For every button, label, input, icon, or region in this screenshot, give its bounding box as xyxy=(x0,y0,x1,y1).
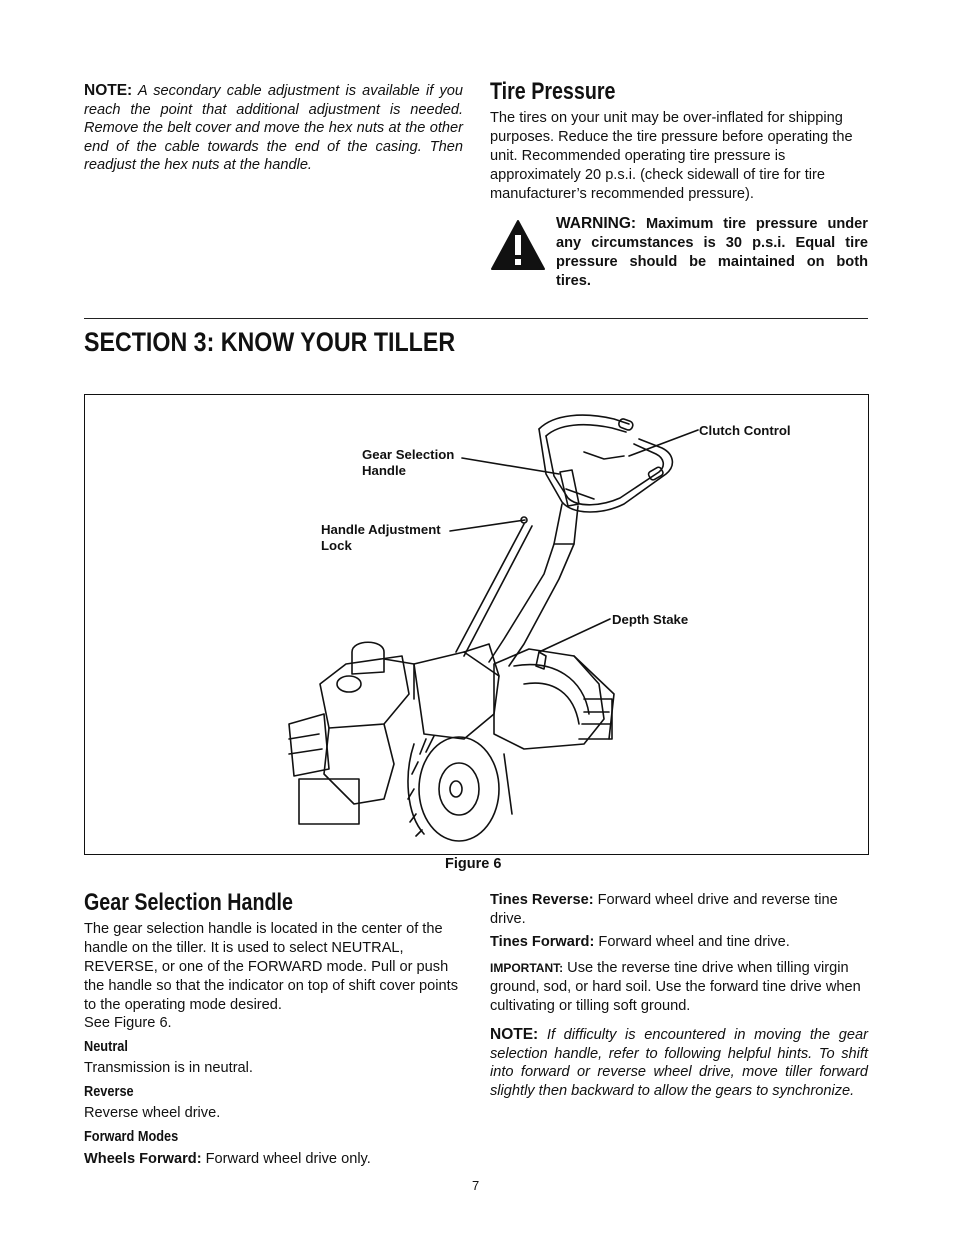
label-handle-adjustment-line2: Lock xyxy=(321,538,352,553)
label-clutch-control: Clutch Control xyxy=(699,423,791,438)
tines-forward-label: Tines Forward: xyxy=(490,934,595,950)
reverse-text: Reverse wheel drive. xyxy=(84,1105,221,1121)
section-divider xyxy=(84,318,868,319)
tines-reverse-label: Tines Reverse: xyxy=(490,892,594,908)
warning-label: WARNING: xyxy=(556,215,637,232)
tines-reverse xyxy=(490,891,868,929)
figure-caption: Figure 6 xyxy=(445,856,502,872)
neutral-text: Transmission is in neutral. xyxy=(84,1060,253,1076)
tines-forward-text: Forward wheel and tine drive. xyxy=(594,934,790,950)
page-number: 7 xyxy=(472,1178,480,1193)
gear-selection-heading: Gear Selection Handle xyxy=(84,889,293,916)
important-label: IMPORTANT: xyxy=(490,961,564,975)
wheels-forward-text: Forward wheel drive only. xyxy=(201,1151,371,1167)
tines-forward xyxy=(490,933,868,952)
note-text: A secondary cable adjustment is available if you reach the point that additional adjustment is needed. Remove the belt cover and move the hex nuts at the other end of the cable towards the end of the casing. Then readjust the hex nuts at the handle. xyxy=(84,83,463,173)
label-gear-selection-line1: Gear Selection xyxy=(362,447,455,462)
warning-block xyxy=(556,214,868,291)
neutral-heading: Neutral xyxy=(84,1038,128,1055)
tire-pressure-text: The tires on your unit may be over-inflated for shipping purposes. Reduce the tire pressure before operating the unit. Recommended operating tire pressure is approximately 20 p.s.i. (check sidewall of tire for tire manufacturer’s recommended pressure). xyxy=(490,110,853,202)
section-title: SECTION 3: KNOW YOUR TILLER xyxy=(84,327,456,357)
label-gear-selection-line2: Handle xyxy=(362,463,406,478)
warning-triangle-icon xyxy=(490,219,546,271)
label-depth-stake: Depth Stake xyxy=(612,612,689,627)
important-block xyxy=(490,959,868,1016)
see-figure: See Figure 6. xyxy=(84,1015,172,1031)
tire-pressure-heading: Tire Pressure xyxy=(490,78,616,105)
note-label: NOTE: xyxy=(84,82,133,99)
wheels-forward-label: Wheels Forward: xyxy=(84,1151,202,1167)
gear-selection-intro: The gear selection handle is located in the center of the handle on the tiller. It is used to select NEUTRAL, REVERSE, or one of the FORWARD mode. Pull or push the handle so that the indicator on top of shift cover points to the operating mode desired. xyxy=(84,921,459,1013)
warning-text: Maximum tire pressure under any circumstances is 30 p.s.i. Equal tire pressure should be maintained on both tires. xyxy=(556,216,868,289)
note-bottom-text: If difficulty is encountered in moving the gear selection handle, refer to following helpful hints. To shift into forward or reverse wheel drive, move tiller forward slightly then backward to allow the gears to synchronize. xyxy=(490,1027,868,1099)
note-top xyxy=(84,82,463,175)
label-handle-adjustment-line1: Handle Adjustment xyxy=(321,522,441,537)
tiller-illustration xyxy=(84,394,869,856)
forward-modes-heading: Forward Modes xyxy=(84,1128,179,1145)
note-bottom-label: NOTE: xyxy=(490,1026,539,1043)
tines-reverse-text: Forward wheel drive and reverse tine drive. xyxy=(490,892,838,927)
note-bottom xyxy=(490,1026,868,1100)
reverse-heading: Reverse xyxy=(84,1083,134,1100)
important-text: Use the reverse tine drive when tilling virgin ground, sod, or hard soil. Use the forward tine drive when cultivating or tilling soft ground. xyxy=(490,960,861,1014)
wheels-forward xyxy=(84,1150,371,1169)
